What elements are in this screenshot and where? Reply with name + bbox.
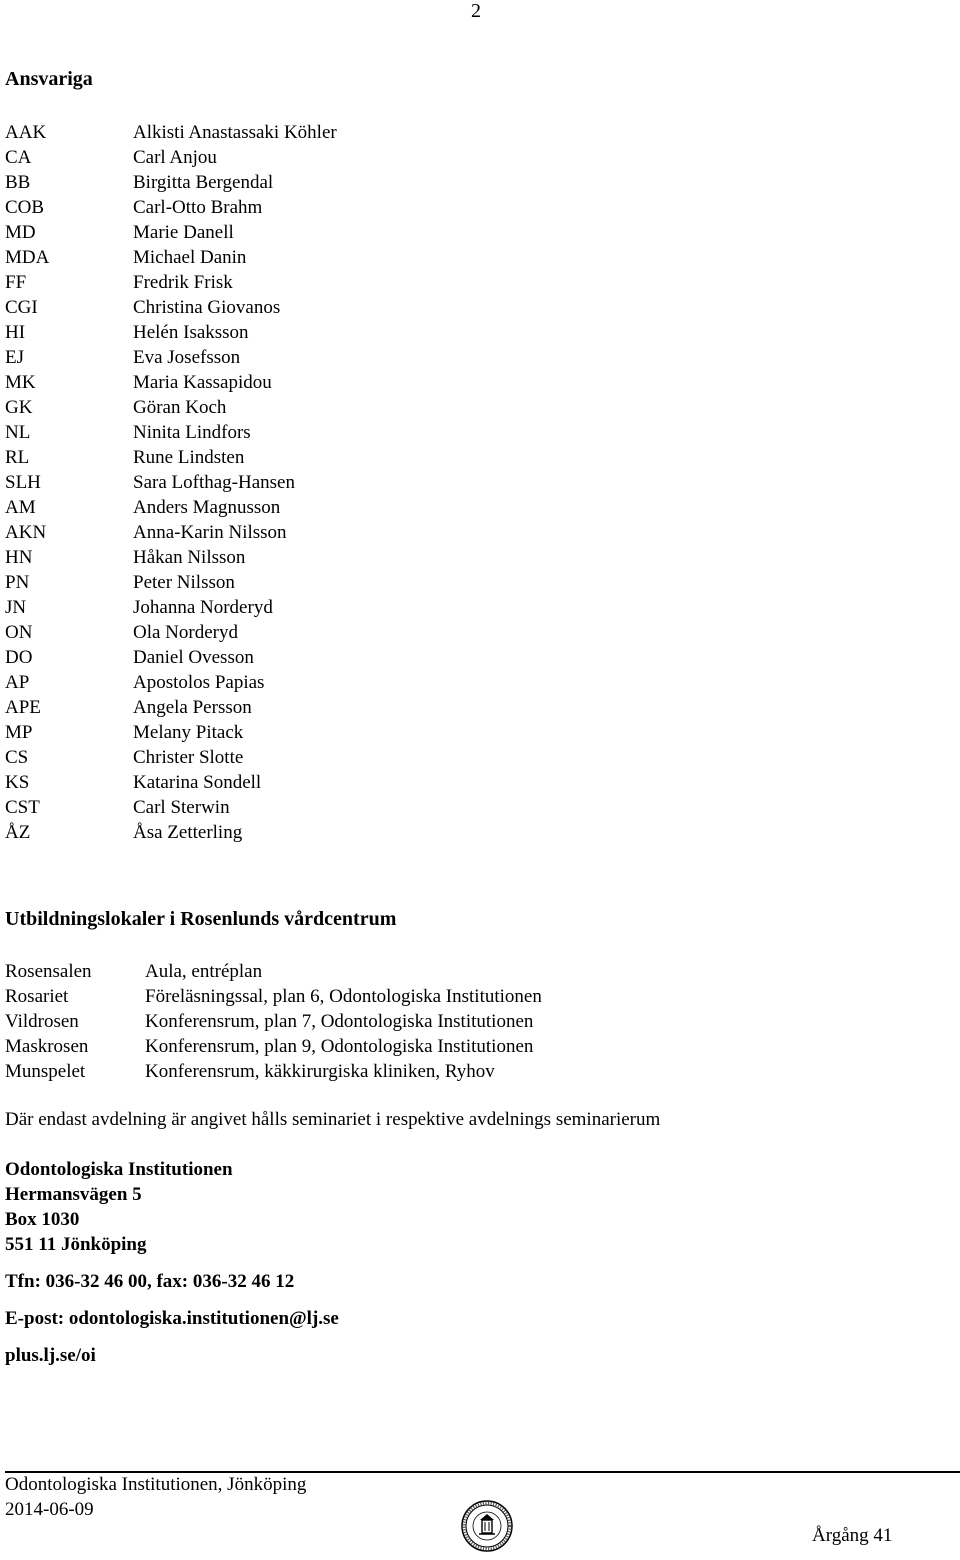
responsible-name: Maria Kassapidou bbox=[133, 372, 272, 393]
address-line-3: Box 1030 bbox=[5, 1209, 80, 1230]
page-number: 2 bbox=[471, 0, 481, 22]
responsible-name: Peter Nilsson bbox=[133, 572, 235, 593]
responsible-row bbox=[5, 595, 605, 620]
responsible-code: APE bbox=[5, 697, 41, 718]
responsible-row bbox=[5, 495, 605, 520]
responsible-name: Birgitta Bergendal bbox=[133, 172, 274, 193]
responsible-row bbox=[5, 245, 605, 270]
room-description: Konferensrum, plan 7, Odontologiska Institutionen bbox=[145, 1011, 534, 1032]
address-line-4: 551 11 Jönköping bbox=[5, 1234, 147, 1255]
responsible-name: Katarina Sondell bbox=[133, 772, 262, 793]
seminar-note: Där endast avdelning är angivet hålls seminariet i respektive avdelnings seminarierum bbox=[5, 1109, 661, 1130]
responsible-name: Alkisti Anastassaki Köhler bbox=[133, 122, 337, 143]
responsible-name: Carl Anjou bbox=[133, 147, 217, 168]
phone-fax: Tfn: 036-32 46 00, fax: 036-32 46 12 bbox=[5, 1271, 295, 1292]
responsible-row bbox=[5, 570, 605, 595]
responsible-code: MDA bbox=[5, 247, 50, 268]
responsible-code: CA bbox=[5, 147, 32, 168]
room-row bbox=[5, 959, 905, 984]
responsible-name: Daniel Ovesson bbox=[133, 647, 254, 668]
responsible-name: Åsa Zetterling bbox=[133, 822, 243, 843]
responsible-row bbox=[5, 470, 605, 495]
responsible-row bbox=[5, 820, 605, 845]
responsible-list bbox=[5, 120, 605, 845]
responsible-name: Ninita Lindfors bbox=[133, 422, 251, 443]
responsible-code: NL bbox=[5, 422, 31, 443]
responsible-row bbox=[5, 670, 605, 695]
responsible-name: Helén Isaksson bbox=[133, 322, 249, 343]
responsible-code: CGI bbox=[5, 297, 38, 318]
room-name: Rosariet bbox=[5, 986, 69, 1007]
responsible-row bbox=[5, 370, 605, 395]
responsible-name: Christina Giovanos bbox=[133, 297, 281, 318]
responsible-name: Eva Josefsson bbox=[133, 347, 241, 368]
responsible-row bbox=[5, 320, 605, 345]
responsible-name: Johanna Norderyd bbox=[133, 597, 273, 618]
responsible-row bbox=[5, 745, 605, 770]
responsible-code: HI bbox=[5, 322, 26, 343]
responsible-row bbox=[5, 645, 605, 670]
responsible-name: Sara Lofthag-Hansen bbox=[133, 472, 295, 493]
responsible-code: FF bbox=[5, 272, 27, 293]
responsible-code: CST bbox=[5, 797, 40, 818]
responsible-row bbox=[5, 520, 605, 545]
responsible-row bbox=[5, 220, 605, 245]
responsible-code: DO bbox=[5, 647, 33, 668]
footer-divider bbox=[5, 1471, 960, 1473]
room-name: Maskrosen bbox=[5, 1036, 89, 1057]
responsible-code: AP bbox=[5, 672, 30, 693]
website-link[interactable]: plus.lj.se/oi bbox=[5, 1345, 96, 1366]
responsible-name: Apostolos Papias bbox=[133, 672, 265, 693]
room-description: Konferensrum, käkkirurgiska kliniken, Ryhov bbox=[145, 1061, 495, 1082]
responsible-code: SLH bbox=[5, 472, 41, 493]
room-row bbox=[5, 1059, 905, 1084]
institution-seal-icon bbox=[461, 1500, 513, 1552]
footer-date: 2014-06-09 bbox=[5, 1499, 94, 1520]
responsible-row bbox=[5, 795, 605, 820]
room-description: Föreläsningssal, plan 6, Odontologiska Institutionen bbox=[145, 986, 542, 1007]
responsible-code: MK bbox=[5, 372, 36, 393]
room-description: Aula, entréplan bbox=[145, 961, 263, 982]
responsible-code: AKN bbox=[5, 522, 47, 543]
footer-institution: Odontologiska Institutionen, Jönköping bbox=[5, 1474, 307, 1495]
responsible-row bbox=[5, 170, 605, 195]
responsible-name: Carl-Otto Brahm bbox=[133, 197, 263, 218]
responsible-name: Göran Koch bbox=[133, 397, 227, 418]
responsible-row bbox=[5, 120, 605, 145]
responsible-row bbox=[5, 695, 605, 720]
room-row bbox=[5, 1009, 905, 1034]
responsible-code: AM bbox=[5, 497, 36, 518]
responsible-code: KS bbox=[5, 772, 30, 793]
responsible-row bbox=[5, 295, 605, 320]
responsible-name: Rune Lindsten bbox=[133, 447, 245, 468]
responsible-row bbox=[5, 445, 605, 470]
responsible-code: MP bbox=[5, 722, 33, 743]
responsible-name: Christer Slotte bbox=[133, 747, 244, 768]
responsible-row bbox=[5, 420, 605, 445]
responsible-name: Ola Norderyd bbox=[133, 622, 238, 643]
responsible-code: GK bbox=[5, 397, 33, 418]
room-description: Konferensrum, plan 9, Odontologiska Institutionen bbox=[145, 1036, 534, 1057]
room-name: Munspelet bbox=[5, 1061, 86, 1082]
responsible-code: EJ bbox=[5, 347, 24, 368]
responsible-name: Fredrik Frisk bbox=[133, 272, 233, 293]
responsible-code: ON bbox=[5, 622, 33, 643]
rooms-list bbox=[5, 959, 905, 1084]
responsible-code: COB bbox=[5, 197, 45, 218]
responsible-row bbox=[5, 620, 605, 645]
responsible-name: Marie Danell bbox=[133, 222, 234, 243]
responsible-code: MD bbox=[5, 222, 36, 243]
responsible-row bbox=[5, 770, 605, 795]
responsible-code: JN bbox=[5, 597, 27, 618]
responsible-code: ÅZ bbox=[5, 822, 31, 843]
responsible-row bbox=[5, 145, 605, 170]
responsible-row bbox=[5, 545, 605, 570]
rooms-heading: Utbildningslokaler i Rosenlunds vårdcentrum bbox=[5, 908, 397, 930]
responsible-name: Melany Pitack bbox=[133, 722, 244, 743]
room-name: Vildrosen bbox=[5, 1011, 79, 1032]
room-row bbox=[5, 984, 905, 1009]
responsible-row bbox=[5, 270, 605, 295]
responsible-name: Carl Sterwin bbox=[133, 797, 230, 818]
responsible-row bbox=[5, 345, 605, 370]
responsible-name: Anders Magnusson bbox=[133, 497, 281, 518]
footer-volume: Årgång 41 bbox=[812, 1525, 893, 1546]
responsible-row bbox=[5, 395, 605, 420]
responsible-row bbox=[5, 195, 605, 220]
responsible-heading: Ansvariga bbox=[5, 68, 93, 90]
responsible-code: AAK bbox=[5, 122, 47, 143]
responsible-code: CS bbox=[5, 747, 29, 768]
email-line: E-post: odontologiska.institutionen@lj.se bbox=[5, 1308, 339, 1329]
room-name: Rosensalen bbox=[5, 961, 92, 982]
responsible-name: Angela Persson bbox=[133, 697, 252, 718]
address-line-2: Hermansvägen 5 bbox=[5, 1184, 142, 1205]
responsible-code: PN bbox=[5, 572, 30, 593]
responsible-code: RL bbox=[5, 447, 30, 468]
address-line-1: Odontologiska Institutionen bbox=[5, 1159, 233, 1180]
room-row bbox=[5, 1034, 905, 1059]
responsible-row bbox=[5, 720, 605, 745]
responsible-code: BB bbox=[5, 172, 31, 193]
responsible-name: Håkan Nilsson bbox=[133, 547, 246, 568]
responsible-code: HN bbox=[5, 547, 33, 568]
responsible-name: Anna-Karin Nilsson bbox=[133, 522, 287, 543]
responsible-name: Michael Danin bbox=[133, 247, 247, 268]
